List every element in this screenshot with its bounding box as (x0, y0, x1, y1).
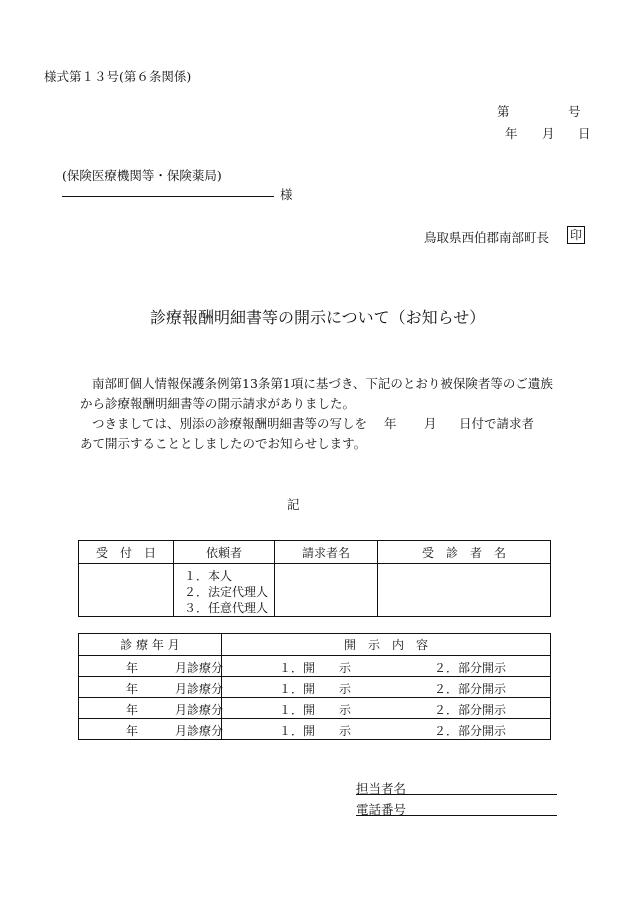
sender-name: 鳥取県西伯郡南部町長 (424, 230, 550, 245)
addressee-line (62, 196, 274, 197)
table-row (79, 698, 551, 719)
page-title: 診療報酬明細書等の開示について（お知らせ） (150, 308, 486, 327)
header-requester: 依頼者 (174, 541, 275, 564)
row-month: 月診療分 (175, 661, 224, 675)
row-option-partial: ２．部分開示 (434, 661, 507, 675)
requester-option-self: １．本人 (184, 569, 233, 583)
row-option-disclose: １．開 示 (279, 703, 352, 717)
row-option-partial: ２．部分開示 (434, 703, 507, 717)
body-line-3-month: 月 (424, 416, 437, 431)
row-option-partial: ２．部分開示 (434, 724, 507, 738)
seal-mark: 印 (567, 226, 585, 244)
header-disclosure-content: 開 示 内 容 (222, 634, 551, 656)
table-row (79, 719, 551, 740)
body-line-3b: 日付で請求者 (459, 416, 535, 431)
contact-phone-line (356, 815, 557, 816)
row-option-disclose: １．開 示 (279, 724, 352, 738)
requester-name-cell (275, 564, 378, 617)
header-treatment-month: 診 療 年 月 (79, 634, 222, 656)
row-option-partial: ２．部分開示 (434, 682, 507, 696)
row-year: 年 (126, 724, 139, 738)
requester-option-legal: ２．法定代理人 (184, 585, 269, 599)
header-patient-name: 受 診 者 名 (378, 541, 551, 564)
body-line-3-year: 年 (384, 416, 397, 431)
table-row (79, 677, 551, 698)
disclosure-table-header (79, 634, 551, 656)
row-year: 年 (126, 703, 139, 717)
addressee-label: (保険医療機関等・保険薬局) (62, 168, 222, 183)
table-row (79, 656, 551, 677)
body-line-2: から診療報酬明細書等の開示請求がありました。 (80, 396, 356, 411)
request-table (78, 540, 551, 617)
contact-person-line (356, 794, 557, 795)
row-option-disclose: １．開 示 (279, 682, 352, 696)
date-month: 月 (542, 126, 555, 141)
contact-person-label: 担当者名 (356, 781, 407, 796)
row-year: 年 (126, 661, 139, 675)
disclosure-table (78, 633, 551, 740)
row-month: 月診療分 (175, 703, 224, 717)
form-number: 様式第１３号(第６条関係) (44, 69, 192, 84)
addressee-honorific: 様 (280, 187, 293, 202)
patient-name-cell (378, 564, 551, 617)
request-table-row (79, 564, 551, 617)
contact-phone-label: 電話番号 (356, 802, 407, 817)
body-line-4: あて開示することとしましたのでお知らせします。 (80, 436, 367, 451)
row-month: 月診療分 (175, 724, 224, 738)
ki-mark: 記 (287, 497, 300, 512)
row-month: 月診療分 (175, 682, 224, 696)
requester-option-voluntary: ３．任意代理人 (184, 601, 269, 615)
doc-number-go: 号 (568, 104, 581, 119)
row-year: 年 (126, 682, 139, 696)
body-line-1: 南部町個人情報保護条例第13条第1項に基づき、下記のとおり被保険者等のご遺族 (92, 376, 553, 391)
received-date-cell (79, 564, 174, 617)
doc-number-dai: 第 (497, 104, 510, 119)
date-year: 年 (505, 126, 518, 141)
date-day: 日 (578, 126, 591, 141)
header-requester-name: 請求者名 (275, 541, 378, 564)
body-line-3a: つきましては、別添の診療報酬明細書等の写しを (92, 416, 368, 431)
header-received-date: 受 付 日 (79, 541, 174, 564)
request-table-header (79, 541, 551, 564)
row-option-disclose: １．開 示 (279, 661, 352, 675)
requester-cell (174, 564, 275, 617)
